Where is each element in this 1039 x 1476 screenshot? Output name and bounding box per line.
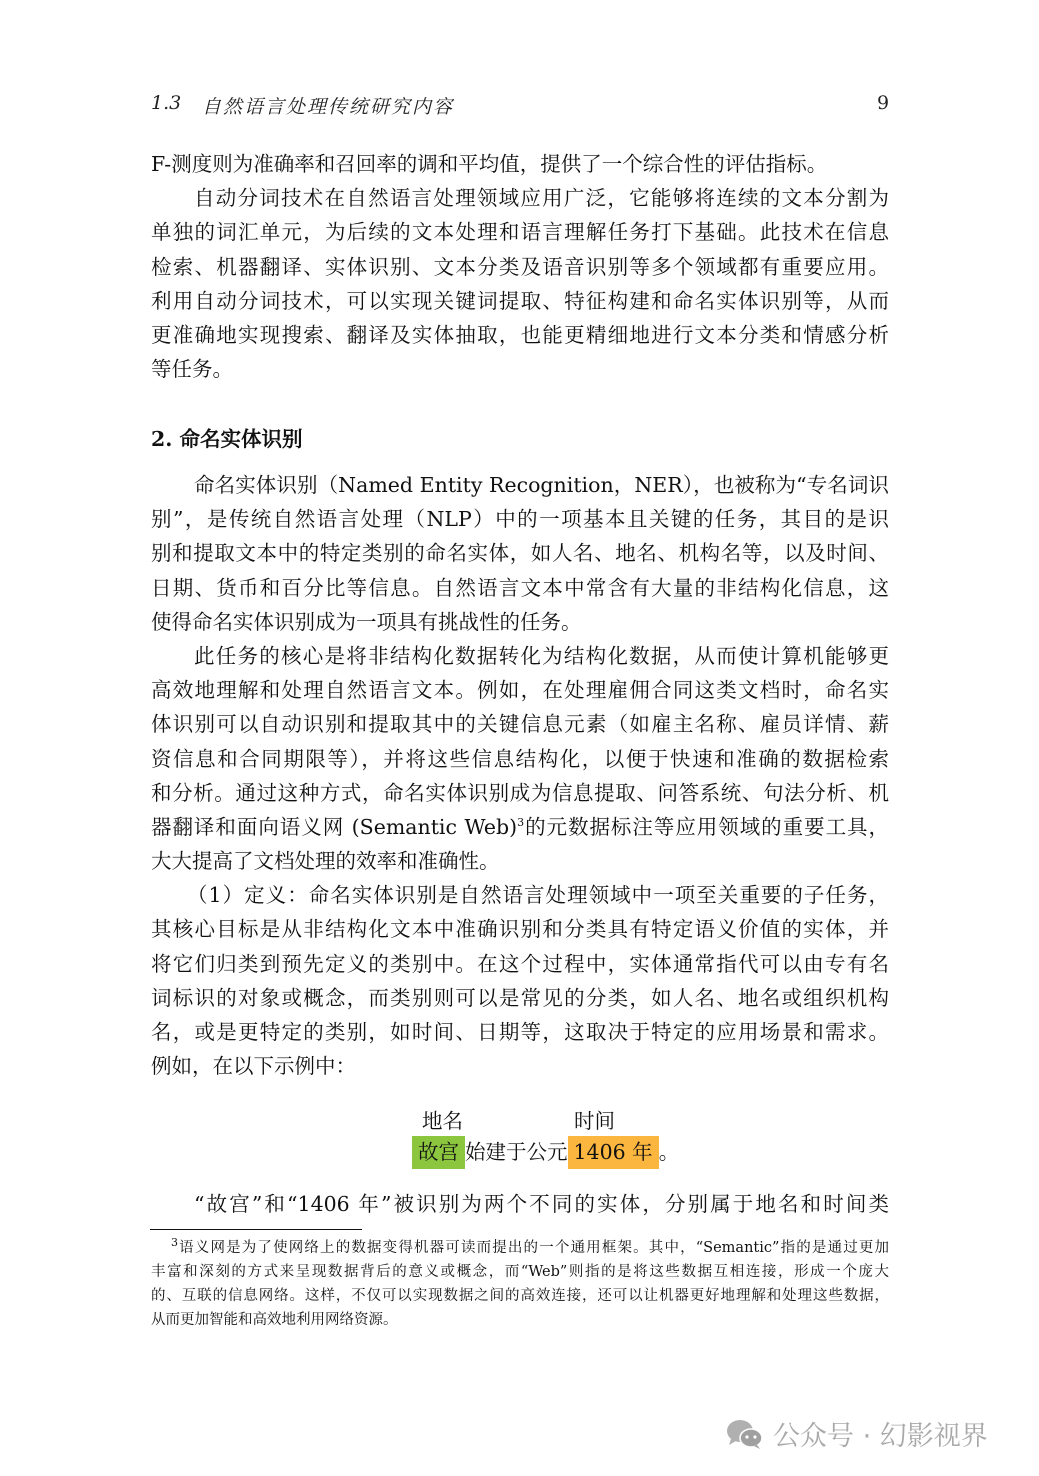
label-time: 时间 <box>574 1109 615 1133</box>
text-line: 体识别可以自动识别和提取其中的关键信息元素（如雇主名称、雇员详情、薪 <box>151 712 889 737</box>
footnote-line: 的、互联的信息网络。这样，不仅可以实现数据之间的高效连接，还可以让机器更好地理解和处理这些数据， <box>151 1288 889 1304</box>
text-line: 别”，是传统自然语言处理（NLP）中的一项基本且关键的任务，其目的是识 <box>151 507 889 532</box>
footnote-mark: 3 <box>171 1236 178 1250</box>
footnote-line <box>151 1236 889 1260</box>
page-number: 9 <box>877 92 890 114</box>
text-line: 此任务的核心是将非结构化数据转化为结构化数据，从而使计算机能够更 <box>194 643 889 668</box>
footnote <box>151 1236 889 1332</box>
text-line: 词标识的对象或概念，而类别则可以是常见的分类，如人名、地名或组织机构 <box>151 985 889 1010</box>
header-section-number: 1.3 <box>151 92 182 114</box>
footnote-ref[interactable]: 3 <box>517 816 525 830</box>
text-segment: 的元数据标注等应用领域的重要工具， <box>524 814 890 839</box>
text-line: 利用自动分词技术，可以实现关键词提取、特征构建和命名实体识别等，从而 <box>151 288 889 313</box>
text-line: （1）定义：命名实体识别是自然语言处理领域中一项至关重要的子任务， <box>187 883 889 908</box>
text-segment: 语义网是为了使网络上的数据变得机器可读而提出的一个通用框架。其中，“Semantic”指的是通过更加 <box>178 1240 889 1256</box>
body-block-1 <box>151 147 889 386</box>
text-line: 高效地理解和处理自然语言文本。例如，在处理雇佣合同这类文档时，命名实 <box>151 678 889 703</box>
label-place: 地名 <box>422 1109 463 1133</box>
watermark <box>725 1414 988 1453</box>
text-line: 等任务。 <box>151 357 233 382</box>
text-line: 例如，在以下示例中： <box>151 1054 356 1079</box>
text-line: 更准确地实现搜索、翻译及实体抽取，也能更精细地进行文本分类和情感分析 <box>151 322 889 347</box>
text-line: 单独的词汇单元，为后续的文本处理和语言理解任务打下基础。此技术在信息 <box>151 220 889 245</box>
body-block-2 <box>151 468 889 1083</box>
footnote-rule <box>150 1229 362 1230</box>
text-line: 命名实体识别（Named Entity Recognition，NER），也被称为“专名词识 <box>194 473 889 497</box>
watermark-text: 公众号 · 幻影视界 <box>773 1421 988 1452</box>
text-line: 使得命名实体识别成为一项具有挑战性的任务。 <box>151 609 582 634</box>
footnote-line: 从而更加智能和高效地利用网络资源。 <box>151 1312 398 1328</box>
text-line: 别和提取文本中的特定类别的命名实体，如人名、地名、机构名等，以及时间、 <box>151 541 889 566</box>
text-line: F-测度则为准确率和召回率的调和平均值，提供了一个综合性的评估指标。 <box>151 152 828 176</box>
entity-place: 故宫 <box>412 1136 465 1169</box>
text-line: 名，或是更特定的类别，如时间、日期等，这取决于特定的应用场景和需求。 <box>151 1020 889 1044</box>
ner-example <box>412 1136 679 1169</box>
header-title: 自然语言处理传统研究内容 <box>202 96 455 118</box>
text-line: 和分析。通过这种方式，命名实体识别成为信息提取、问答系统、句法分析、机 <box>151 780 889 805</box>
text-line: 将它们归类到预先定义的类别中。在这个过程中，实体通常指代可以由专有名 <box>151 951 889 976</box>
wechat-icon <box>725 1418 765 1450</box>
footnote-line: 丰富和深刻的方式来呈现数据背后的意义或概念，而“Web”则指的是将这些数据互相连接，形成一个庞大 <box>151 1264 889 1280</box>
text-line: 资信息和合同期限等），并将这些信息结构化，以便于快速和准确的数据检索 <box>151 746 889 771</box>
entity-time: 1406 年 <box>568 1136 659 1169</box>
text-line: 自动分词技术在自然语言处理领域应用广泛，它能够将连续的文本分割为 <box>194 186 889 211</box>
text-line: “故宫”和“1406 年”被识别为两个不同的实体，分别属于地名和时间类 <box>194 1192 889 1216</box>
text-line-with-footnote <box>151 810 889 844</box>
body-block-3 <box>151 1187 889 1221</box>
section-heading: 2. 命名实体识别 <box>151 427 303 451</box>
text-line: 检索、机器翻译、实体识别、文本分类及语音识别等多个领域都有重要应用。 <box>151 254 889 279</box>
text-line: 其核心目标是从非结构化文本中准确识别和分类具有特定语义价值的实体，并 <box>151 917 889 942</box>
text-line: 日期、货币和百分比等信息。自然语言文本中常含有大量的非结构化信息，这 <box>151 575 889 600</box>
example-end: 。 <box>658 1140 680 1164</box>
example-middle: 始建于公元 <box>465 1140 568 1164</box>
text-line: 大大提高了文档处理的效率和准确性。 <box>151 849 500 874</box>
text-segment: 器翻译和面向语义网 (Semantic Web) <box>151 814 518 839</box>
